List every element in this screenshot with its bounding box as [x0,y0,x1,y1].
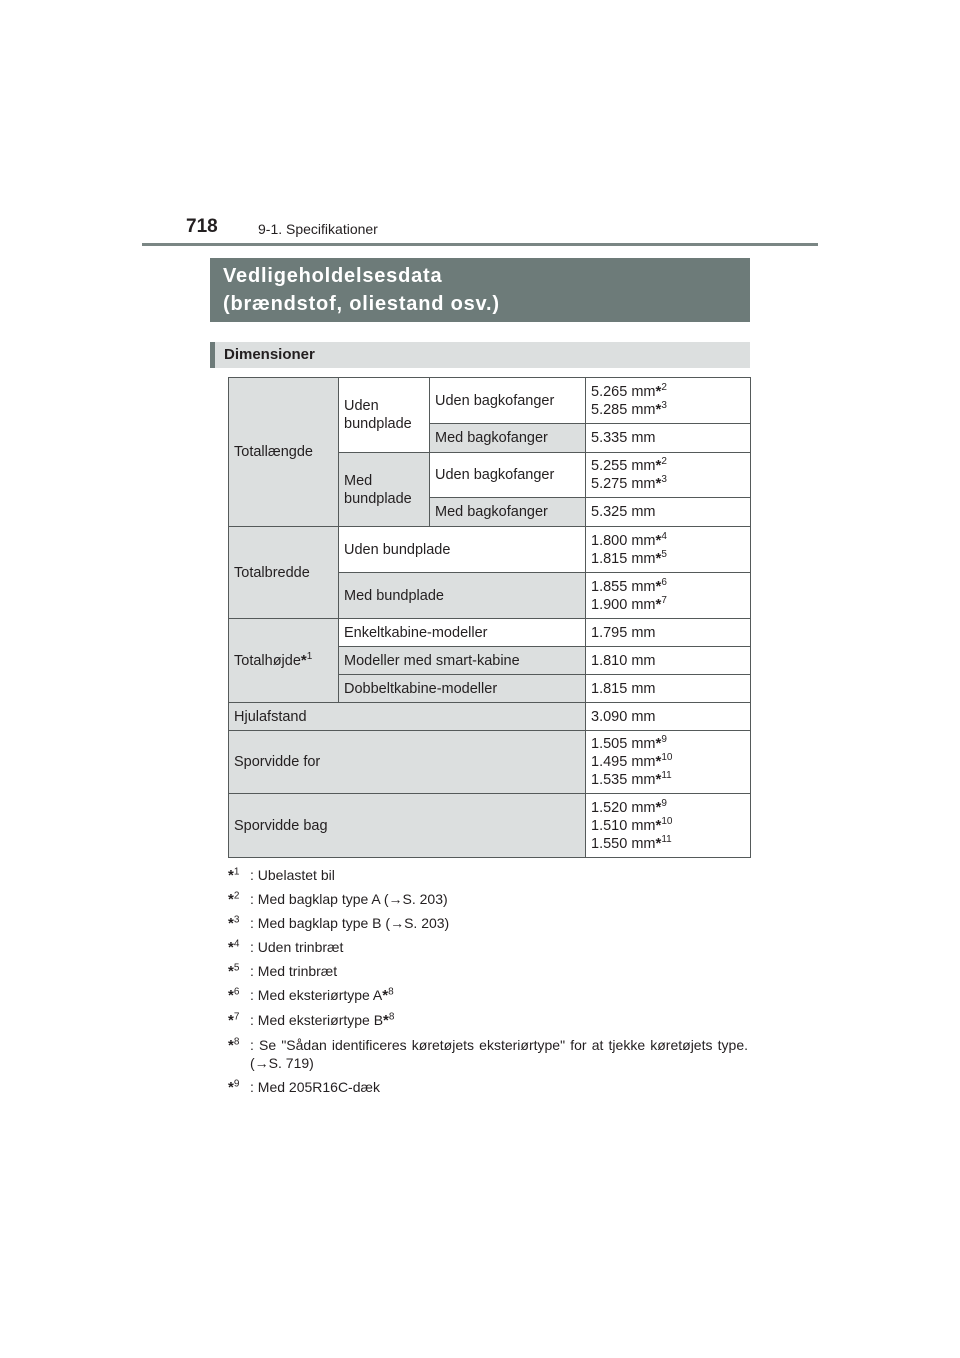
footnote-ref: 5 [661,548,667,560]
footnote [228,986,748,1005]
footnote [228,938,748,956]
asterisk-icon: * [655,382,662,400]
footnote-ref: 10 [661,752,673,764]
footnotes [228,866,748,1102]
row-label: Uden bagkofanger [435,467,555,483]
title-line-2: (brændstof, oliestand osv.) [223,293,500,315]
footnote-text: : Med eksteriørtype B [250,1012,384,1028]
row-label: Uden bundplade [344,398,412,432]
footnote-ref: 4 [661,530,667,542]
value-text: 5.275 mm [591,476,656,492]
value-text: 1.510 mm [591,817,656,834]
value-text: 5.265 mm [591,383,656,400]
footnote [228,1078,748,1096]
footnote-text: : Ubelastet bil [250,867,335,883]
table-row [229,619,751,647]
value-text: 1.495 mm [591,754,656,770]
option-cell [430,498,586,527]
footnote-text: : Med eksteriørtype A [250,987,383,1003]
footnote [228,914,748,932]
option-cell [339,527,586,573]
value-cell [586,731,751,794]
asterisk-icon: * [228,1012,234,1029]
option-cell [430,424,586,453]
asterisk-icon: * [382,987,389,1004]
row-label: Uden bundplade [344,541,451,558]
value-cell [586,619,751,647]
asterisk-icon: * [228,963,234,980]
table-row [229,703,751,731]
option-cell [339,573,586,619]
footnote-text: : Se "Sådan identificeres køretøjets eksteriørtype" for at tjekke køretøjets type. (→S. 719) [250,1037,748,1071]
option-cell [339,647,586,675]
asterisk-icon: * [655,475,662,492]
asterisk-icon: * [228,891,234,908]
footnote-ref: 8 [388,986,394,998]
value-text: 5.335 mm [591,430,656,446]
value-cell [586,647,751,675]
category-cell [229,619,339,703]
asterisk-icon: * [655,798,662,816]
value-text: 1.800 mm [591,532,656,549]
asterisk-icon: * [655,577,662,595]
asterisk-icon: * [228,939,234,956]
section-title-banner [210,258,750,322]
asterisk-icon: * [655,834,662,852]
option-cell [339,619,586,647]
asterisk-icon: * [655,400,662,418]
footnote-ref: 7 [661,594,667,606]
option-cell [339,675,586,703]
footnote-number: 2 [233,890,240,902]
header-divider [142,243,818,246]
value-text: 1.535 mm [591,772,656,788]
footnote-ref: 2 [661,381,667,393]
option-cell [430,453,586,498]
footnote-number: 4 [233,938,240,950]
footnote-ref: 11 [661,770,672,782]
row-label: Dobbeltkabine-modeller [344,680,498,697]
footnote-text: : Uden trinbræt [250,939,344,955]
category-cell [229,703,586,731]
category-cell [229,731,586,794]
value-text: 1.520 mm [591,799,656,816]
footnote-number: 7 [233,1011,240,1023]
row-label: Totalhøjde [234,652,301,669]
footnote-ref: 2 [661,456,667,468]
subsection-title: Dimensioner [224,346,315,363]
value-text: 1.855 mm [591,578,656,595]
asterisk-icon: * [655,549,662,567]
value-cell [586,527,751,573]
value-text: 1.810 mm [591,652,656,669]
option-cell [430,378,586,424]
footnote-number: 1 [233,866,240,878]
asterisk-icon: * [228,915,234,932]
row-label: Sporvidde bag [234,817,328,834]
footnote [228,866,748,884]
footnote-ref: 10 [661,815,673,827]
footnote-number: 8 [233,1036,240,1048]
value-cell [586,675,751,703]
table-row [229,794,751,858]
footnote [228,1036,748,1072]
footnote-ref: 9 [661,797,667,809]
footnote-number: 5 [233,962,240,974]
footnote-number: 3 [233,914,240,926]
asterisk-icon: * [228,867,234,884]
dimensions-table [228,377,751,858]
value-cell [586,424,751,453]
footnote-ref: 8 [388,1011,395,1023]
footnote-number: 6 [233,986,240,998]
footnote-number: 9 [233,1078,240,1090]
value-text: 3.090 mm [591,708,656,725]
section-reference: 9-1. Specifikationer [258,221,378,237]
value-text: 5.325 mm [591,504,656,520]
value-cell [586,378,751,424]
asterisk-icon: * [655,595,662,613]
subcategory-cell [339,453,430,527]
footnote-text: : Med bagklap type A (→S. 203) [250,891,448,907]
row-label: Med bagkofanger [435,504,548,520]
footnote-text: : Med trinbræt [250,963,338,979]
footnote [228,962,748,980]
value-text: 1.900 mm [591,596,656,613]
row-label: Totallængde [234,444,313,460]
footnote-ref: 11 [661,833,672,845]
table-row [229,378,751,424]
value-cell [586,573,751,619]
row-label: Hjulafstand [234,708,307,725]
table-row [229,731,751,794]
row-label: Med bagkofanger [435,430,548,446]
footnote-ref: 1 [306,650,313,662]
value-text: 1.505 mm [591,736,656,752]
footnote [228,890,748,908]
value-text: 5.285 mm [591,401,656,418]
title-line-1: Vedligeholdelsesdata [223,265,443,287]
footnote [228,1011,748,1030]
footnote-ref: 3 [661,474,667,486]
asterisk-icon: * [383,1012,389,1029]
category-cell [229,378,339,527]
value-text: 1.815 mm [591,680,656,697]
asterisk-icon: * [228,987,234,1004]
row-label: Uden bagkofanger [435,392,555,409]
asterisk-icon: * [655,753,662,770]
asterisk-icon: * [655,816,662,834]
page-number: 718 [186,216,218,237]
footnote-ref: 3 [661,399,667,411]
value-cell [586,703,751,731]
asterisk-icon: * [300,651,307,669]
row-label: Modeller med smart-kabine [344,652,520,669]
value-text: 1.550 mm [591,835,656,852]
asterisk-icon: * [228,1079,234,1096]
value-text: 5.255 mm [591,458,656,474]
asterisk-icon: * [655,771,662,788]
subsection-header [210,342,750,368]
footnote-ref: 6 [661,576,667,588]
footnote-text: : Med bagklap type B (→S. 203) [250,915,450,931]
subcategory-cell [339,378,430,453]
asterisk-icon: * [655,457,662,474]
value-cell [586,453,751,498]
row-label: Med bundplade [344,472,412,507]
value-cell [586,498,751,527]
asterisk-icon: * [655,531,662,549]
table-row [229,527,751,573]
row-label: Sporvidde for [234,754,321,770]
row-label: Med bundplade [344,587,444,604]
category-cell [229,527,339,619]
asterisk-icon: * [228,1037,234,1054]
row-label: Totalbredde [234,564,310,581]
value-text: 1.795 mm [591,624,656,641]
value-text: 1.815 mm [591,550,656,567]
row-label: Enkeltkabine-modeller [344,624,488,641]
category-cell [229,794,586,858]
value-cell [586,794,751,858]
footnote-text: : Med 205R16C-dæk [250,1079,380,1095]
asterisk-icon: * [655,735,662,752]
footnote-ref: 9 [661,734,667,746]
